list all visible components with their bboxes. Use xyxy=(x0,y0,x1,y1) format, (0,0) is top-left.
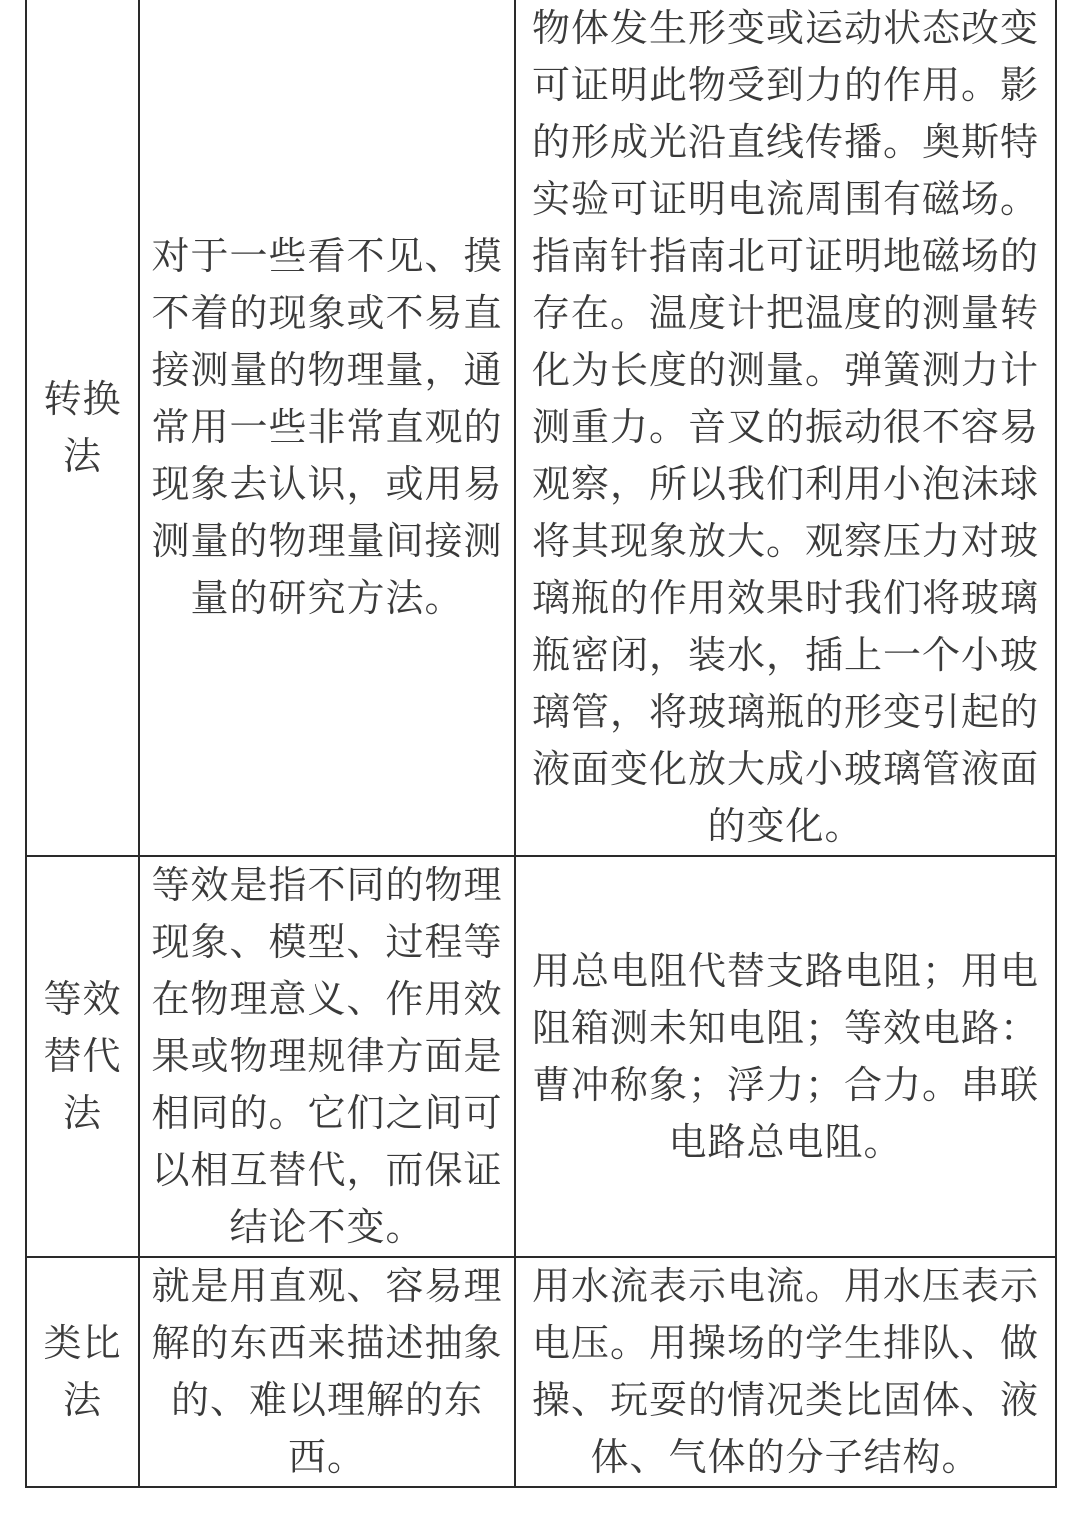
method-name: 类比法 xyxy=(43,1321,122,1422)
method-name-cell xyxy=(26,1257,139,1487)
table-row-conversion-method xyxy=(26,0,1056,856)
method-definition: 对于一些看不见、摸不着的现象或不易直接测量的物理量，通常用一些非常直观的现象去认识，或用易测量的物理量间接测量的研究方法。 xyxy=(151,234,503,620)
definition-cell xyxy=(139,0,515,856)
method-name-cell xyxy=(26,856,139,1257)
method-definition: 就是用直观、容易理解的东西来描述抽象的、难以理解的东西。 xyxy=(151,1264,503,1479)
table-row-equivalent-substitution-method xyxy=(26,856,1056,1257)
examples-cell xyxy=(515,856,1056,1257)
method-examples: 物体发生形变或运动状态改变可证明此物受到力的作用。影的形成光沿直线传播。奥斯特实验可证明电流周围有磁场。指南针指南北可证明地磁场的存在。温度计把温度的测量转化为长度的测量。弹簧测力计测重力。音叉的振动很不容易观察，所以我们利用小泡沫球将其现象放大。观察压力对玻璃瓶的作用效果时我们将玻璃瓶密闭，装水，插上一个小玻璃管，将玻璃瓶的形变引起的液面变化放大成小玻璃管液面的变化。 xyxy=(531,6,1039,848)
method-definition: 等效是指不同的物理现象、模型、过程等在物理意义、作用效果或物理规律方面是相同的。它们之间可以相互替代，而保证结论不变。 xyxy=(151,863,503,1249)
definition-cell xyxy=(139,856,515,1257)
examples-cell xyxy=(515,1257,1056,1487)
definition-cell xyxy=(139,1257,515,1487)
method-name-cell xyxy=(26,0,139,856)
examples-cell xyxy=(515,0,1056,856)
method-name: 转换法 xyxy=(43,376,122,478)
physics-methods-table xyxy=(25,0,1057,1488)
method-examples: 用总电阻代替支路电阻；用电阻箱测未知电阻；等效电路：曹冲称象；浮力；合力。串联电路总电阻。 xyxy=(531,948,1039,1164)
method-examples: 用水流表示电流。用水压表示电压。用操场的学生排队、做操、玩耍的情况类比固体、液体、气体的分子结构。 xyxy=(531,1264,1039,1479)
method-name: 等效替代法 xyxy=(43,977,122,1135)
table-row-analogy-method xyxy=(26,1257,1056,1487)
